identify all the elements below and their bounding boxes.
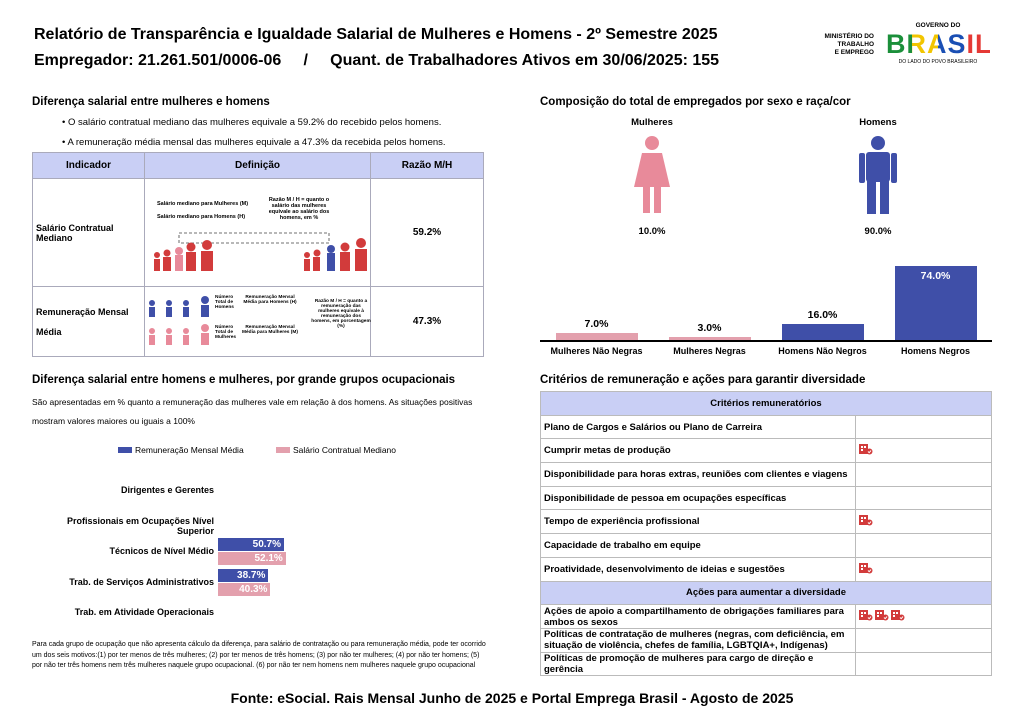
section-title-salary-diff: Diferença salarial entre mulheres e homens bbox=[32, 96, 270, 108]
criteria-label-2: Disponibilidade para horas extras, reuniões com clientes e viagens bbox=[541, 463, 856, 487]
legend-swatch-mean bbox=[118, 447, 132, 453]
criteria-label-4: Tempo de experiência profissional bbox=[541, 510, 856, 534]
man-icon bbox=[858, 135, 898, 215]
legend-item-mean: Remuneração Mensal Média bbox=[118, 445, 244, 455]
criteria-header: Critérios remuneratórios bbox=[541, 392, 992, 416]
table-row bbox=[541, 557, 992, 581]
criteria-icons-3 bbox=[856, 486, 992, 510]
women-label: Mulheres bbox=[631, 117, 673, 128]
occupational-desc-1: São apresentadas em % quanto a remuneração das mulheres vale em relação à dos homens. As situações positivas bbox=[32, 397, 473, 407]
indicator-table bbox=[32, 152, 484, 357]
bar-value-2: 16.0% bbox=[807, 309, 838, 321]
diversity-label-0: Ações de apoio a compartilhamento de obrigações familiares para ambos os sexos bbox=[541, 605, 856, 629]
diversity-header: Ações para aumentar a diversidade bbox=[541, 581, 992, 605]
bar-value-0: 7.0% bbox=[584, 318, 609, 330]
occupation-bar-3-0: 38.7% bbox=[218, 569, 268, 582]
table-row bbox=[541, 628, 992, 652]
table-row bbox=[541, 652, 992, 676]
men-percent: 90.0% bbox=[864, 226, 892, 237]
company-check-icon bbox=[859, 514, 873, 529]
gov-brasil-logo: GOVERNO DO BRASIL DO LADO DO POVO BRASILEIRO bbox=[886, 22, 993, 65]
indicator-median: Salário Contratual Mediano bbox=[33, 179, 145, 287]
th-razao: Razão M/H bbox=[371, 153, 484, 179]
company-check-icon bbox=[859, 609, 873, 624]
bar-category-3: Homens Negros bbox=[900, 346, 971, 356]
footer-source: Fonte: eSocial. Rais Mensal Junho de 2025 e Portal Emprega Brasil - Agosto de 2025 bbox=[230, 690, 794, 706]
occupation-bar-2-1: 52.1% bbox=[218, 552, 286, 565]
legend-item-median: Salário Contratual Mediano bbox=[276, 445, 396, 455]
diversity-icons-0 bbox=[856, 605, 992, 629]
company-check-icon bbox=[875, 609, 889, 624]
table-row bbox=[541, 415, 992, 439]
criteria-icons-5 bbox=[856, 534, 992, 558]
occupational-bar-chart bbox=[30, 476, 480, 626]
section-title-occupational: Diferença salarial entre homens e mulheres, por grande grupos ocupacionais bbox=[32, 374, 456, 386]
diversity-label-1: Políticas de contratação de mulheres (negras, com deficiência, em situação de violência, chefes de família, LGBTQIA+, Indígenas) bbox=[541, 628, 856, 652]
bar-value-1: 3.0% bbox=[697, 322, 722, 334]
occupation-label-2: Técnicos de Nível Médio bbox=[109, 546, 214, 556]
criteria-label-1: Cumprir metas de produção bbox=[541, 439, 856, 463]
table-row bbox=[541, 534, 992, 558]
bar-2 bbox=[782, 324, 864, 340]
occupation-label-0: Dirigentes e Gerentes bbox=[120, 485, 214, 495]
women-percent: 10.0% bbox=[638, 226, 666, 237]
criteria-icons-4 bbox=[856, 510, 992, 534]
table-row bbox=[541, 605, 992, 629]
occupation-bar-3-1: 40.3% bbox=[218, 583, 270, 596]
diversity-label-2: Políticas de promoção de mulheres para cargo de direção e gerência bbox=[541, 652, 856, 676]
table-row bbox=[541, 439, 992, 463]
th-indicador: Indicador bbox=[33, 153, 145, 179]
criteria-icons-0 bbox=[856, 415, 992, 439]
criteria-label-3: Disponibilidade de pessoa em ocupações específicas bbox=[541, 486, 856, 510]
table-row bbox=[541, 463, 992, 487]
bullet-2: • A remuneração média mensal das mulheres equivale a 47.3% da recebida pelos homens. bbox=[62, 137, 446, 148]
ministry-logo: MINISTÉRIO DO TRABALHO E EMPREGO bbox=[824, 33, 874, 56]
occupation-label-4: Trab. em Atividade Operacionais bbox=[74, 607, 214, 617]
report-title: Relatório de Transparência e Igualdade Salarial de Mulheres e Homens - 2º Semestre 2025 bbox=[34, 26, 718, 43]
criteria-icons-1 bbox=[856, 439, 992, 463]
occupational-note: Para cada grupo de ocupação que não apresenta cálculo da diferença, para salário de contratação ou para remuneração média, pode ter ocorrido um dos seis motivos:(1) por ter menos de três mulheres; (2) por ter menos de três homens; (3) por não ter mulheres; (4) por não ter homens; (5) por não ter três homens nem três mulheres naquele grupo ocupacional. (6) por não ter nem homens nem mulheres naquele grupo ocupacional bbox=[32, 641, 486, 669]
woman-icon bbox=[630, 135, 674, 215]
bullet-1: • O salário contratual mediano das mulheres equivale a 59.2% do recebido pelos homens. bbox=[62, 117, 442, 128]
definition-mean: Número Total de Homens Remuneração Mensal Média para Homens (H) Número Total de Mulheres Remuneração Mensal Média para Mulheres (M) Razão M / H = quanto a remuneração das mulheres equivale à remuneração dos homens, em porcentagem (%) bbox=[145, 287, 371, 357]
diversity-icons-2 bbox=[856, 652, 992, 676]
ratio-mean: 47.3% bbox=[371, 287, 484, 357]
th-definicao: Definição bbox=[145, 153, 371, 179]
bar-category-1: Mulheres Negras bbox=[673, 346, 746, 356]
diversity-icons-1 bbox=[856, 628, 992, 652]
criteria-label-0: Plano de Cargos e Salários ou Plano de Carreira bbox=[541, 415, 856, 439]
bar-1 bbox=[669, 337, 751, 340]
race-sex-bar-labels bbox=[540, 346, 992, 360]
bar-category-0: Mulheres Não Negras bbox=[550, 346, 643, 356]
occupational-desc-2: mostram valores maiores ou iguais a 100% bbox=[32, 416, 195, 426]
people-illustration-median bbox=[149, 225, 369, 277]
race-sex-bar-chart bbox=[540, 262, 992, 342]
ratio-median: 59.2% bbox=[371, 179, 484, 287]
criteria-label-5: Capacidade de trabalho em equipe bbox=[541, 534, 856, 558]
definition-median: Salário mediano para Mulheres (M) Salário mediano para Homens (H) Razão M / H = quanto o salário das mulheres equivale ao salário dos homens, em % bbox=[145, 179, 371, 287]
table-row bbox=[541, 510, 992, 534]
criteria-icons-2 bbox=[856, 463, 992, 487]
company-check-icon bbox=[859, 562, 873, 577]
table-row bbox=[541, 486, 992, 510]
occupation-label-1: Profissionais em Ocupações Nível Superior bbox=[66, 515, 214, 536]
employer-line: Empregador: 21.261.501/0006-06 / Quant. de Trabalhadores Ativos em 30/06/2025: 155 bbox=[34, 52, 720, 69]
criteria-label-6: Proatividade, desenvolvimento de ideias e sugestões bbox=[541, 557, 856, 581]
bar-category-2: Homens Não Negros bbox=[778, 346, 867, 356]
section-title-criteria: Critérios de remuneração e ações para garantir diversidade bbox=[540, 374, 866, 386]
indicator-mean: Remuneração Mensal Média bbox=[33, 287, 145, 357]
company-check-icon bbox=[891, 609, 905, 624]
section-title-composition: Composição do total de empregados por sexo e raça/cor bbox=[540, 96, 851, 108]
legend-swatch-median bbox=[276, 447, 290, 453]
occupation-bar-2-0: 50.7% bbox=[218, 538, 284, 551]
men-label: Homens bbox=[859, 117, 897, 128]
criteria-icons-6 bbox=[856, 557, 992, 581]
bar-value-3: 74.0% bbox=[920, 270, 951, 282]
bar-0 bbox=[556, 333, 638, 340]
occupation-label-3: Trab. de Serviços Administrativos bbox=[69, 576, 214, 587]
criteria-table bbox=[540, 391, 992, 676]
company-check-icon bbox=[859, 443, 873, 458]
